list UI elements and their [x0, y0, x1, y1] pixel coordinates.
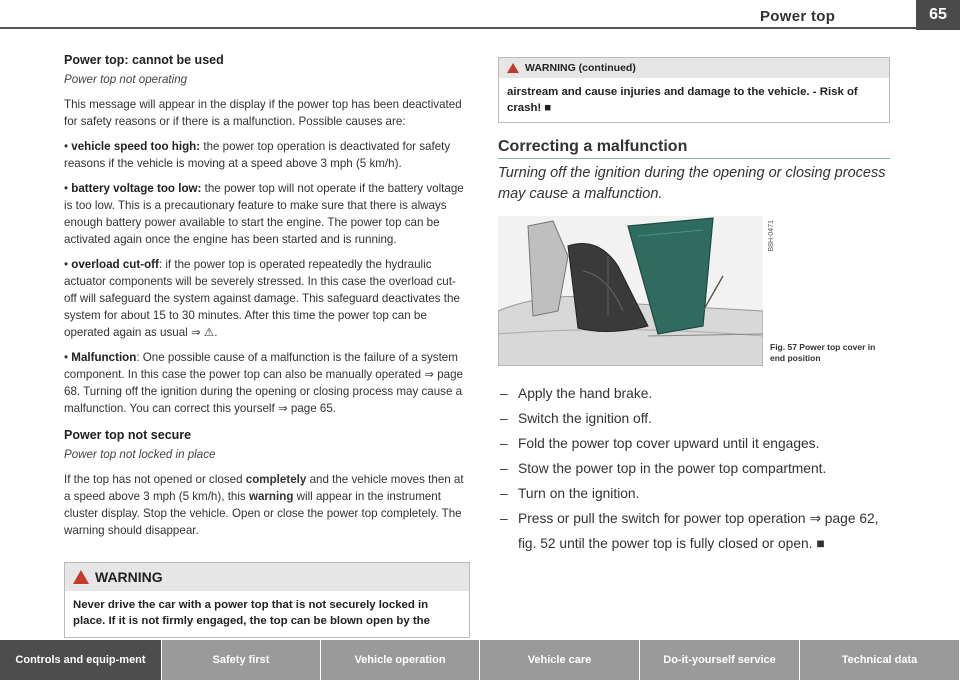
step-item: – Fold the power top cover upward until it engages. [498, 431, 890, 456]
step-item: – Turn on the ignition. [498, 481, 890, 506]
warning-header [65, 563, 469, 591]
left-column [64, 52, 464, 547]
warning-continued-box [498, 57, 890, 123]
bullet-overload: • overload cut-off: if the power top is operated repeatedly the hydraulic actuator components will be severely stressed. In this case the overload cut-off will safeguard the system against damage. This safeguard deactivates the system for about 15 to 30 minutes. After this time the power top can be operated again as usual ⇒ ⚠. [64, 258, 460, 339]
tab-controls-and-equipment[interactable]: Controls and equip-ment [0, 640, 162, 680]
bullet-term: overload cut-off [71, 258, 159, 271]
warning-icon [507, 63, 519, 73]
tab-safety-first[interactable]: Safety first [162, 640, 321, 680]
tab-technical-data[interactable]: Technical data [800, 640, 960, 680]
bullet-text: the power top will not operate if the battery voltage is too low. This is a precautionary feature to make sure that there is always enough battery power available to start the engine. The power top can be activated again once the engine has been started and is running. [64, 182, 464, 246]
warning-continued-header [499, 58, 889, 78]
step-item: – Stow the power top in the power top compartment. [498, 456, 890, 481]
bullet-malfunction: • Malfunction: One possible cause of a malfunction is the failure of a system component. In this case the power top can also be manually operated ⇒ page 68. Turning off the ignition during the opening or closing process may cause a malfunction. You can correct this yourself ⇒ page 65. [64, 351, 463, 415]
figure-illustration [498, 216, 763, 366]
bullet-speed: • vehicle speed too high: the power top operation is deactivated for safety reasons if the vehicle is moving at a speed above 3 mph (5 km/h). [64, 140, 451, 170]
header-rule [0, 27, 960, 29]
step-item: – Apply the hand brake. [498, 381, 890, 406]
intro-paragraph: This message will appear in the display if the power top has been deactivated for safety reasons or if there is a malfunction. Possible causes are: [64, 98, 462, 128]
figure-power-top-cover [498, 216, 763, 366]
bullet-text: : One possible cause of a malfunction is the failure of a system component. In this case the power top can also be manually operated ⇒ page 68. Turning off the ignition during the opening or closing process may cause a malfunction. You can correct this yourself ⇒ page 65. [64, 351, 463, 415]
figure-code: B8H-0471 [768, 220, 775, 252]
not-secure-paragraph: If the top has not opened or closed completely and the vehicle moves then at a speed above 3 mph (5 km/h), this warning will appear in the instrument cluster display. Stop the vehicle. Open or close the power top completely. The warning should disappear. [64, 473, 464, 537]
section-intro: Turning off the ignition during the opening or closing process may cause a malfunction. [498, 165, 886, 202]
tab-vehicle-operation[interactable]: Vehicle operation [321, 640, 480, 680]
section-subtitle: Power top not locked in place [64, 448, 216, 461]
figure-caption: Fig. 57 Power top cover in end position [770, 342, 876, 363]
section-title-correcting: Correcting a malfunction [498, 138, 688, 155]
chapter-nav [0, 640, 960, 680]
warning-box [64, 562, 470, 638]
step-item: – Switch the ignition off. [498, 406, 890, 431]
warning-continued-text: airstream and cause injuries and damage to the vehicle. - Risk of crash! ■ [507, 86, 858, 114]
bullet-term: vehicle speed too high: [71, 140, 201, 153]
bullet-text: the power top operation is deactivated for safety reasons if the vehicle is moving at a speed above 3 mph (5 km/h). [64, 140, 451, 170]
warning-text: Never drive the car with a power top that is not securely locked in place. If it is not firmly engaged, the top can be blown open by the [73, 599, 430, 627]
warning-icon [73, 570, 89, 584]
bullet-term: Malfunction [71, 351, 137, 364]
tab-vehicle-care[interactable]: Vehicle care [480, 640, 640, 680]
page-header-title: Power top [760, 8, 836, 25]
tab-do-it-yourself-service[interactable]: Do-it-yourself service [640, 640, 800, 680]
bullet-term: battery voltage too low: [71, 182, 202, 195]
section-subtitle: Power top not operating [64, 73, 188, 86]
step-item: – Press or pull the switch for power top operation ⇒ page 62, fig. 52 until the power top is fully closed or open. ■ [498, 506, 890, 556]
bullet-battery: • battery voltage too low: the power top will not operate if the battery voltage is too low. This is a precautionary feature to make sure that there is always enough battery power available to start the engine. The power top can be activated again once the engine has been started and is running. [64, 182, 464, 246]
page-number: 65 [916, 0, 960, 30]
section-title-cannot-be-used: Power top: cannot be used [64, 53, 224, 67]
section-rule [498, 158, 890, 159]
warning-continued-label: WARNING (continued) [525, 62, 636, 74]
steps-list [498, 381, 890, 556]
section-title-not-secure: Power top not secure [64, 428, 192, 442]
bullet-text: : if the power top is operated repeatedly the hydraulic actuator components will be severely stressed. In this case the overload cut-off will safeguard the system against damage. This safeguard deactivates the system for about 15 to 30 minutes. After this time the power top can be operated again as usual ⇒ ⚠. [64, 258, 460, 339]
warning-label: WARNING [95, 569, 163, 585]
